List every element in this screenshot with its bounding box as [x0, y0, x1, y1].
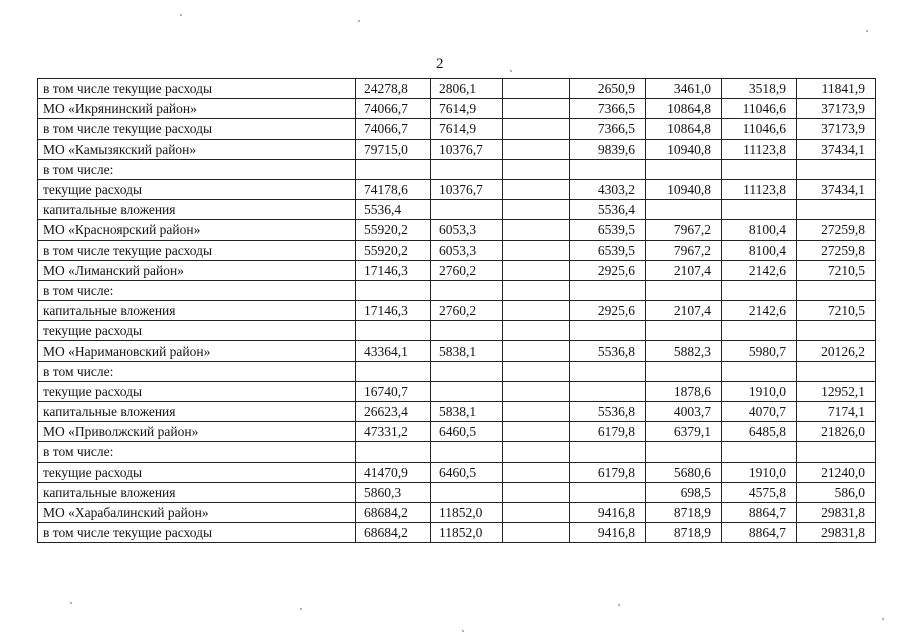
- cell-value: [722, 321, 797, 341]
- cell-value: 7210,5: [797, 301, 876, 321]
- cell-value: [503, 502, 570, 522]
- cell-value: [722, 442, 797, 462]
- table-row: [38, 200, 876, 220]
- cell-value: 55920,2: [356, 220, 431, 240]
- cell-value: 5536,4: [570, 200, 646, 220]
- cell-value: 8718,9: [646, 523, 722, 543]
- table-row: [38, 523, 876, 543]
- scan-speck: [70, 602, 72, 604]
- cell-value: 6179,8: [570, 462, 646, 482]
- cell-value: 6485,8: [722, 422, 797, 442]
- cell-value: 37434,1: [797, 179, 876, 199]
- cell-value: 11123,8: [722, 139, 797, 159]
- cell-value: [356, 280, 431, 300]
- table-row: [38, 502, 876, 522]
- cell-value: [570, 280, 646, 300]
- cell-value: 5980,7: [722, 341, 797, 361]
- cell-value: 10376,7: [431, 179, 503, 199]
- table-row: [38, 139, 876, 159]
- row-label: МО «Наримановский район»: [38, 341, 356, 361]
- cell-value: 26623,4: [356, 402, 431, 422]
- cell-value: 5680,6: [646, 462, 722, 482]
- cell-value: 11046,6: [722, 119, 797, 139]
- cell-value: [797, 200, 876, 220]
- scan-speck: [510, 70, 512, 72]
- cell-value: [431, 159, 503, 179]
- cell-value: 2925,6: [570, 260, 646, 280]
- cell-value: 2107,4: [646, 301, 722, 321]
- cell-value: 6053,3: [431, 220, 503, 240]
- cell-value: 74066,7: [356, 119, 431, 139]
- cell-value: [797, 321, 876, 341]
- cell-value: 24278,8: [356, 79, 431, 99]
- cell-value: [431, 200, 503, 220]
- row-label: текущие расходы: [38, 462, 356, 482]
- cell-value: 6539,5: [570, 220, 646, 240]
- cell-value: 8864,7: [722, 523, 797, 543]
- cell-value: [503, 260, 570, 280]
- cell-value: 4070,7: [722, 402, 797, 422]
- cell-value: [503, 361, 570, 381]
- row-label: МО «Икрянинский район»: [38, 99, 356, 119]
- cell-value: [503, 402, 570, 422]
- cell-value: 2760,2: [431, 301, 503, 321]
- cell-value: [570, 482, 646, 502]
- cell-value: 79715,0: [356, 139, 431, 159]
- cell-value: 7366,5: [570, 99, 646, 119]
- cell-value: 2142,6: [722, 301, 797, 321]
- cell-value: [503, 240, 570, 260]
- cell-value: 6460,5: [431, 462, 503, 482]
- cell-value: 68684,2: [356, 523, 431, 543]
- cell-value: 7967,2: [646, 220, 722, 240]
- cell-value: [503, 482, 570, 502]
- row-label: МО «Лиманский район»: [38, 260, 356, 280]
- cell-value: [570, 381, 646, 401]
- table-row: [38, 179, 876, 199]
- cell-value: [797, 361, 876, 381]
- table-row: [38, 159, 876, 179]
- page-number: 2: [436, 56, 445, 72]
- cell-value: 6053,3: [431, 240, 503, 260]
- cell-value: 2806,1: [431, 79, 503, 99]
- row-label: МО «Приволжский район»: [38, 422, 356, 442]
- table-body: [38, 79, 876, 543]
- cell-value: 7210,5: [797, 260, 876, 280]
- row-label: в том числе:: [38, 280, 356, 300]
- scan-speck: [358, 20, 360, 22]
- cell-value: [503, 159, 570, 179]
- row-label: МО «Камызякский район»: [38, 139, 356, 159]
- cell-value: 41470,9: [356, 462, 431, 482]
- cell-value: [797, 280, 876, 300]
- cell-value: 6379,1: [646, 422, 722, 442]
- cell-value: 9416,8: [570, 502, 646, 522]
- cell-value: 4303,2: [570, 179, 646, 199]
- table-row: [38, 240, 876, 260]
- row-label: текущие расходы: [38, 381, 356, 401]
- cell-value: 586,0: [797, 482, 876, 502]
- cell-value: 8718,9: [646, 502, 722, 522]
- cell-value: 2650,9: [570, 79, 646, 99]
- cell-value: [503, 381, 570, 401]
- cell-value: [503, 462, 570, 482]
- cell-value: 11852,0: [431, 502, 503, 522]
- row-label: капитальные вложения: [38, 301, 356, 321]
- cell-value: 6539,5: [570, 240, 646, 260]
- cell-value: 27259,8: [797, 240, 876, 260]
- cell-value: 8100,4: [722, 220, 797, 240]
- cell-value: 7366,5: [570, 119, 646, 139]
- table-row: [38, 260, 876, 280]
- cell-value: 11852,0: [431, 523, 503, 543]
- row-label: капитальные вложения: [38, 402, 356, 422]
- table-row: [38, 119, 876, 139]
- table-row: [38, 482, 876, 502]
- cell-value: [646, 321, 722, 341]
- cell-value: [503, 79, 570, 99]
- cell-value: 10864,8: [646, 99, 722, 119]
- cell-value: 37434,1: [797, 139, 876, 159]
- row-label: в том числе:: [38, 361, 356, 381]
- cell-value: [646, 442, 722, 462]
- cell-value: 4575,8: [722, 482, 797, 502]
- cell-value: 6179,8: [570, 422, 646, 442]
- cell-value: 11841,9: [797, 79, 876, 99]
- cell-value: 11123,8: [722, 179, 797, 199]
- cell-value: 47331,2: [356, 422, 431, 442]
- cell-value: [503, 200, 570, 220]
- row-label: в том числе:: [38, 159, 356, 179]
- row-label: в том числе текущие расходы: [38, 119, 356, 139]
- table-row: [38, 321, 876, 341]
- table-row: [38, 341, 876, 361]
- cell-value: [646, 361, 722, 381]
- cell-value: [503, 442, 570, 462]
- cell-value: [503, 99, 570, 119]
- cell-value: 10940,8: [646, 139, 722, 159]
- row-label: в том числе текущие расходы: [38, 240, 356, 260]
- cell-value: 10376,7: [431, 139, 503, 159]
- scan-speck: [300, 608, 302, 610]
- table-row: [38, 402, 876, 422]
- cell-value: 20126,2: [797, 341, 876, 361]
- cell-value: 55920,2: [356, 240, 431, 260]
- cell-value: [503, 220, 570, 240]
- table-row: [38, 79, 876, 99]
- cell-value: [431, 381, 503, 401]
- cell-value: 37173,9: [797, 119, 876, 139]
- cell-value: [570, 159, 646, 179]
- table-row: [38, 361, 876, 381]
- cell-value: 9839,6: [570, 139, 646, 159]
- cell-value: [431, 482, 503, 502]
- cell-value: 8100,4: [722, 240, 797, 260]
- scan-speck: [618, 604, 620, 606]
- cell-value: 68684,2: [356, 502, 431, 522]
- cell-value: 7174,1: [797, 402, 876, 422]
- scan-speck: [866, 30, 868, 32]
- cell-value: [356, 159, 431, 179]
- cell-value: 5536,8: [570, 341, 646, 361]
- cell-value: 3461,0: [646, 79, 722, 99]
- cell-value: 17146,3: [356, 260, 431, 280]
- cell-value: 5838,1: [431, 402, 503, 422]
- cell-value: 29831,8: [797, 523, 876, 543]
- cell-value: [570, 361, 646, 381]
- cell-value: [356, 321, 431, 341]
- cell-value: 1910,0: [722, 381, 797, 401]
- cell-value: [503, 301, 570, 321]
- table-row: [38, 220, 876, 240]
- cell-value: 21826,0: [797, 422, 876, 442]
- scan-speck: [462, 630, 464, 632]
- cell-value: 6460,5: [431, 422, 503, 442]
- cell-value: [797, 159, 876, 179]
- cell-value: 7614,9: [431, 99, 503, 119]
- cell-value: 7967,2: [646, 240, 722, 260]
- budget-table: [37, 78, 876, 543]
- cell-value: 2925,6: [570, 301, 646, 321]
- cell-value: [646, 200, 722, 220]
- cell-value: [722, 280, 797, 300]
- row-label: капитальные вложения: [38, 200, 356, 220]
- cell-value: 1878,6: [646, 381, 722, 401]
- row-label: МО «Харабалинский район»: [38, 502, 356, 522]
- cell-value: [722, 361, 797, 381]
- cell-value: 5536,8: [570, 402, 646, 422]
- cell-value: [431, 280, 503, 300]
- scan-speck: [882, 618, 884, 620]
- table-row: [38, 462, 876, 482]
- cell-value: [503, 341, 570, 361]
- cell-value: 27259,8: [797, 220, 876, 240]
- cell-value: 10940,8: [646, 179, 722, 199]
- cell-value: [722, 200, 797, 220]
- cell-value: 9416,8: [570, 523, 646, 543]
- cell-value: 16740,7: [356, 381, 431, 401]
- scan-speck: [180, 14, 182, 16]
- table-row: [38, 280, 876, 300]
- cell-value: 698,5: [646, 482, 722, 502]
- cell-value: [503, 321, 570, 341]
- cell-value: [356, 442, 431, 462]
- cell-value: 17146,3: [356, 301, 431, 321]
- row-label: в том числе текущие расходы: [38, 523, 356, 543]
- cell-value: [797, 442, 876, 462]
- cell-value: 10864,8: [646, 119, 722, 139]
- cell-value: [356, 361, 431, 381]
- row-label: текущие расходы: [38, 179, 356, 199]
- table-row: [38, 99, 876, 119]
- cell-value: 2107,4: [646, 260, 722, 280]
- cell-value: 2760,2: [431, 260, 503, 280]
- cell-value: 5860,3: [356, 482, 431, 502]
- cell-value: 29831,8: [797, 502, 876, 522]
- cell-value: 1910,0: [722, 462, 797, 482]
- table-row: [38, 422, 876, 442]
- cell-value: [431, 442, 503, 462]
- cell-value: 43364,1: [356, 341, 431, 361]
- cell-value: 74178,6: [356, 179, 431, 199]
- cell-value: [503, 523, 570, 543]
- cell-value: [503, 422, 570, 442]
- cell-value: [570, 442, 646, 462]
- cell-value: 5838,1: [431, 341, 503, 361]
- cell-value: 37173,9: [797, 99, 876, 119]
- row-label: в том числе текущие расходы: [38, 79, 356, 99]
- cell-value: [646, 280, 722, 300]
- cell-value: [503, 280, 570, 300]
- row-label: МО «Красноярский район»: [38, 220, 356, 240]
- row-label: в том числе:: [38, 442, 356, 462]
- cell-value: 8864,7: [722, 502, 797, 522]
- cell-value: [722, 159, 797, 179]
- table-row: [38, 301, 876, 321]
- cell-value: 21240,0: [797, 462, 876, 482]
- cell-value: [503, 179, 570, 199]
- cell-value: [503, 119, 570, 139]
- cell-value: 4003,7: [646, 402, 722, 422]
- cell-value: 11046,6: [722, 99, 797, 119]
- row-label: текущие расходы: [38, 321, 356, 341]
- cell-value: [431, 321, 503, 341]
- cell-value: [503, 139, 570, 159]
- table-row: [38, 442, 876, 462]
- cell-value: 74066,7: [356, 99, 431, 119]
- cell-value: 5536,4: [356, 200, 431, 220]
- row-label: капитальные вложения: [38, 482, 356, 502]
- cell-value: [570, 321, 646, 341]
- table-row: [38, 381, 876, 401]
- cell-value: 12952,1: [797, 381, 876, 401]
- cell-value: 5882,3: [646, 341, 722, 361]
- cell-value: 7614,9: [431, 119, 503, 139]
- cell-value: 2142,6: [722, 260, 797, 280]
- cell-value: 3518,9: [722, 79, 797, 99]
- cell-value: [646, 159, 722, 179]
- cell-value: [431, 361, 503, 381]
